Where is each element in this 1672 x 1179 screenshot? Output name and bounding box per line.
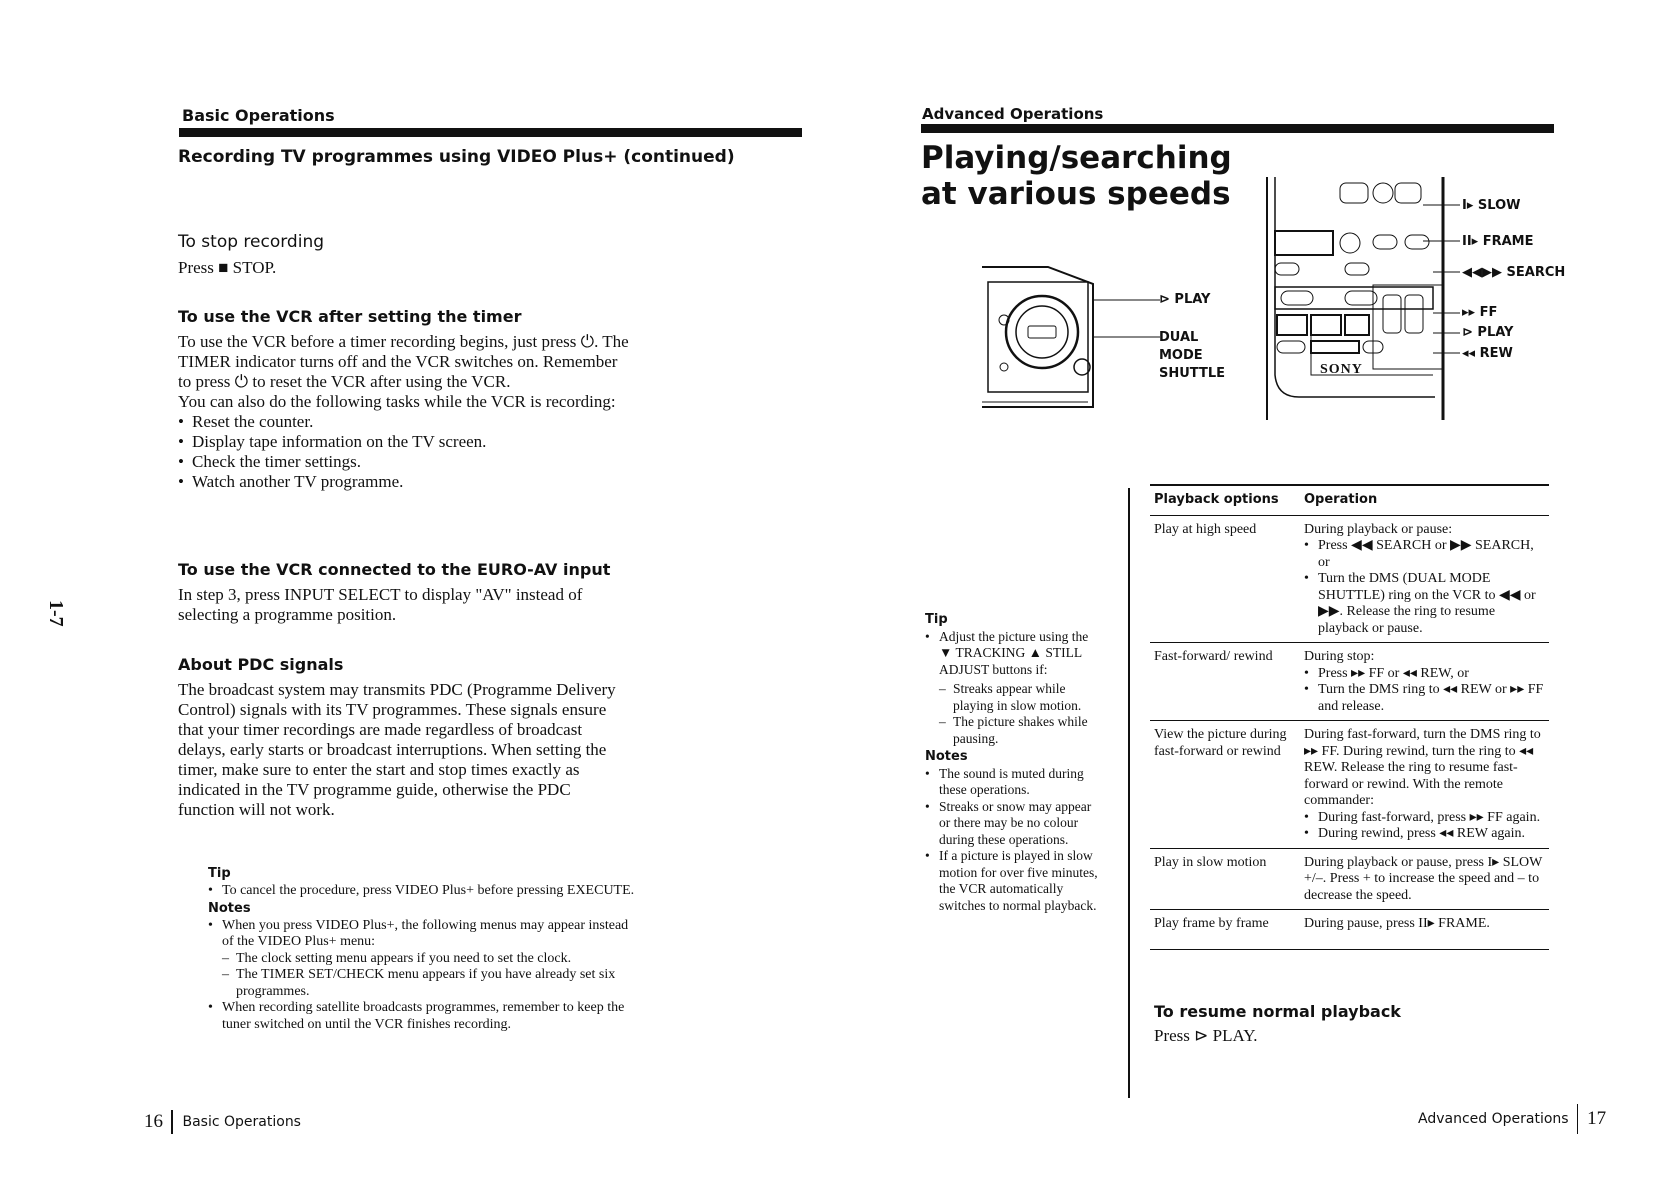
vcr-label-mode: MODE: [1159, 348, 1203, 363]
right-footer-label: Advanced Operations: [1418, 1111, 1569, 1127]
table-cell-intro: During playback or pause, press I▸ SLOW +/–. Press + to increase the speed and – to decrease the speed.: [1304, 854, 1543, 903]
footer-divider: [171, 1110, 173, 1134]
table-header: Playback options: [1150, 485, 1300, 515]
side-page-label: 1-7: [45, 600, 67, 627]
vcr-callout-lines: [1092, 290, 1162, 350]
vcr-label-dms: [1159, 329, 1225, 383]
pdc-heading: About PDC signals: [178, 655, 344, 674]
right-tip-text: Adjust the picture using the ▼ TRACKING ▲ STILL ADJUST buttons if:: [939, 628, 1089, 677]
playback-options-table: [1150, 484, 1549, 950]
list-item: – The picture shakes while pausing.: [939, 714, 1100, 747]
table-row: [1150, 515, 1549, 643]
list-item: • Check the timer settings.: [178, 452, 633, 472]
list-item: • Watch another TV programme.: [178, 472, 633, 492]
left-tip-text: • To cancel the procedure, press VIDEO Plus+ before pressing EXECUTE.: [208, 883, 643, 900]
title-line-2: at various speeds: [921, 176, 1231, 212]
vcr-label-play: ⊳ PLAY: [1159, 292, 1211, 307]
table-cell-intro: During stop:: [1304, 649, 1375, 664]
footer-divider: [1577, 1104, 1579, 1134]
stop-text: Press ■ STOP.: [178, 258, 277, 277]
table-row: [1150, 721, 1549, 849]
table-cell-option: Play frame by frame: [1150, 910, 1300, 950]
left-tip-title: Tip: [208, 866, 231, 881]
column-divider: [1128, 488, 1130, 1098]
list-item: • Turn the DMS ring to ◂◂ REW or ▸▸ FF and release.: [1304, 682, 1545, 715]
resume-heading: To resume normal playback: [1154, 1002, 1401, 1021]
remote-commander-illustration: [1265, 175, 1460, 420]
right-page-number: 17: [1587, 1108, 1607, 1129]
vcr-label-dual: DUAL: [1159, 330, 1199, 345]
list-item: – Streaks appear while playing in slow motion.: [939, 681, 1100, 714]
table-cell-option: Fast-forward/ rewind: [1150, 643, 1300, 721]
remote-brand: SONY: [1320, 362, 1363, 377]
right-notes-title: Notes: [925, 749, 968, 764]
list-item: • Streaks or snow may appear or there may be no colour during these operations.: [925, 799, 1100, 849]
vcr-label-shuttle: SHUTTLE: [1159, 366, 1225, 381]
right-sidebar-notes: [925, 612, 1100, 914]
left-section-header: Basic Operations: [182, 106, 335, 125]
table-header: Operation: [1300, 485, 1549, 515]
left-header-rule: [179, 128, 802, 137]
list-item: • The sound is muted during these operations.: [925, 766, 1100, 799]
list-item: • Turn the DMS (DUAL MODE SHUTTLE) ring on the VCR to ◀◀ or ▶▶. Release the ring to resume playback or pause.: [1304, 571, 1545, 637]
left-subtitle: Recording TV programmes using VIDEO Plus+ (continued): [178, 147, 735, 167]
right-section-header: Advanced Operations: [922, 105, 1104, 123]
table-row: [1150, 848, 1549, 910]
list-item: – The TIMER SET/CHECK menu appears if you have already set six programmes.: [222, 967, 643, 1000]
right-header-rule: [921, 124, 1554, 133]
remote-label-play: ⊳ PLAY: [1462, 325, 1514, 340]
resume-text: Press ⊳ PLAY.: [1154, 1026, 1258, 1045]
stop-heading: To stop recording: [178, 232, 325, 252]
table-cell-option: View the picture during fast-forward or rewind: [1150, 721, 1300, 849]
title-line-1: Playing/searching: [921, 140, 1232, 176]
left-note-1: When you press VIDEO Plus+, the following menus may appear instead of the VIDEO Plus+ menu:: [222, 917, 629, 949]
list-item: • Display tape information on the TV screen.: [178, 432, 633, 452]
list-item: • Reset the counter.: [178, 412, 633, 432]
list-item: – The clock setting menu appears if you need to set the clock.: [222, 951, 643, 968]
table-cell-intro: During fast-forward, turn the DMS ring to ▸▸ FF. During rewind, turn the ring to ◂◂ REW. Release the ring to resume fast-forward or rewind. With the remote commander:: [1304, 727, 1541, 808]
left-page-number: 16: [144, 1111, 163, 1132]
after-timer-para1: To use the VCR before a timer recording begins, just press ⏻. The TIMER indicator turns off and the VCR switches on. Remember to press ⏻ to reset the VCR after using the VCR.: [178, 332, 629, 391]
vcr-front-illustration: [978, 262, 1098, 412]
list-item: • If a picture is played in slow motion for over five minutes, the VCR automatically switches to normal playback.: [925, 848, 1100, 914]
euro-av-text: In step 3, press INPUT SELECT to display "AV" instead of selecting a programme position.: [178, 585, 583, 624]
left-footer-label: Basic Operations: [182, 1114, 301, 1130]
table-cell-option: Play in slow motion: [1150, 848, 1300, 910]
after-timer-heading: To use the VCR after setting the timer: [178, 307, 522, 326]
list-item: • Press ◀◀ SEARCH or ▶▶ SEARCH, or: [1304, 538, 1545, 571]
left-note-2: • When recording satellite broadcasts programmes, remember to keep the tuner switched on until the VCR finishes recording.: [208, 1000, 643, 1033]
table-cell-intro: During playback or pause:: [1304, 521, 1453, 537]
table-row: [1150, 643, 1549, 721]
remote-label-rew: ◂◂ REW: [1462, 346, 1513, 361]
remote-label-frame: II▸ FRAME: [1462, 234, 1534, 249]
list-item: • During fast-forward, press ▸▸ FF again.: [1304, 810, 1545, 827]
euro-av-heading: To use the VCR connected to the EURO-AV input: [178, 560, 611, 579]
table-row: [1150, 910, 1549, 950]
table-cell-intro: During pause, press II▸ FRAME.: [1304, 916, 1490, 931]
remote-label-ff: ▸▸ FF: [1462, 305, 1498, 320]
list-item: • Press ▸▸ FF or ◂◂ REW, or: [1304, 666, 1545, 683]
page-title: [921, 140, 1232, 212]
pdc-text: The broadcast system may transmits PDC (Programme Delivery Control) signals with its TV programmes. These signals ensure that your timer recordings are made regardless of broadcast delays, early starts or broadcast interruptions. When setting the timer, make sure to enter the start and stop times exactly as indicated in the TV programme guide, otherwise the PDC function will not work.: [178, 680, 616, 819]
left-notes-title: Notes: [208, 901, 251, 916]
table-cell-option: Play at high speed: [1150, 515, 1300, 643]
remote-label-search: ◀◀▶▶ SEARCH: [1462, 265, 1566, 280]
after-timer-para2: You can also do the following tasks while the VCR is recording:: [178, 392, 616, 411]
list-item: • During rewind, press ◂◂ REW again.: [1304, 826, 1545, 843]
right-tip-title: Tip: [925, 612, 948, 627]
remote-label-slow: I▸ SLOW: [1462, 198, 1521, 213]
